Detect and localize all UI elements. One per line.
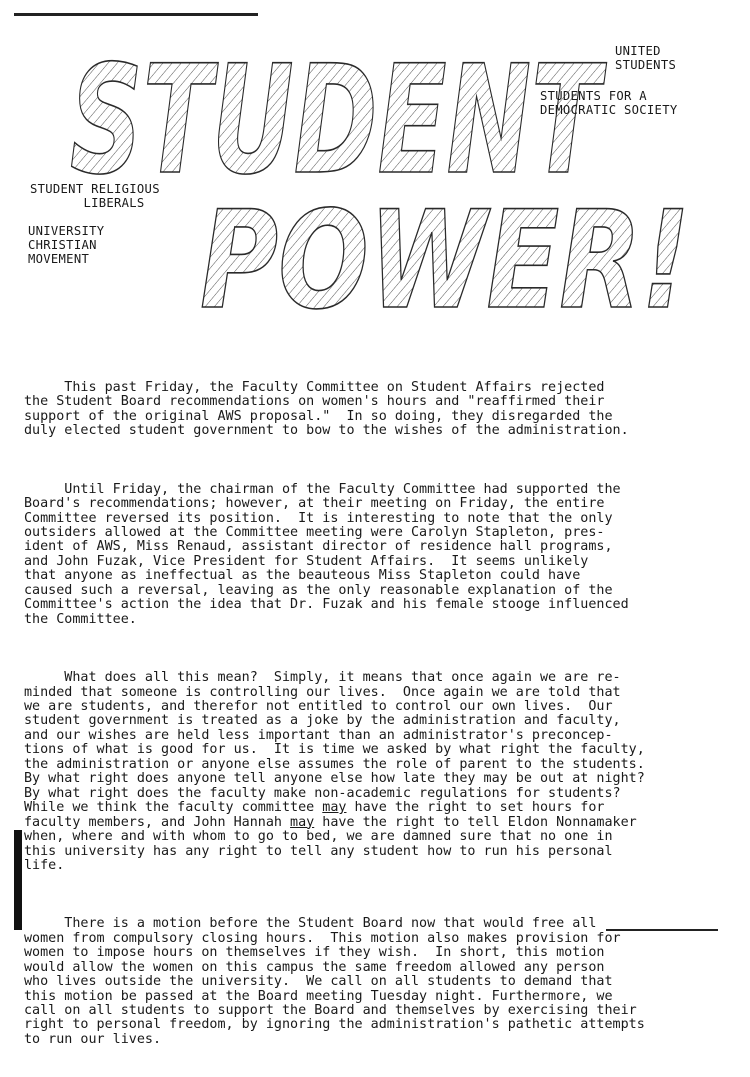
- sponsor-sds: STUDENTS FOR A DEMOCRATIC SOCIETY: [540, 89, 678, 117]
- headline-word-power: POWER!: [200, 182, 690, 322]
- paragraph-3-part-c: have the right to tell Eldon Nonnamaker when, where and with whom to go to bed, we are damned sure that no one in this university has any right to tell any student how to run his personal life.: [24, 814, 637, 873]
- underlined-may-1: may: [322, 800, 347, 816]
- paragraph-3-part-b: have the right to set hours for faculty members, and John Hannah: [24, 800, 605, 830]
- sponsor-student-religious-liberals: STUDENT RELIGIOUS LIBERALS: [30, 182, 160, 210]
- paragraph-4: There is a motion before the Student Board now that would free all women from compulsory closing hours. This motion also makes provision for women to impose hours on themselves if they wish. In short, this motion would allow the women on this campus the same freedom allowed any person who lives outside the university. We call on all students to demand that this motion be passed at the Board meeting Tuesday night. Furthermore, we call on all students to support the Board and themselves by exercising their right to personal freedom, by ignoring the administration's pathetic attempts to run our lives.: [24, 916, 645, 1047]
- left-margin-bar: [14, 830, 22, 930]
- sponsor-university-christian-movement: UNIVERSITY CHRISTIAN MOVEMENT: [28, 224, 105, 266]
- top-rule: [14, 13, 258, 16]
- sponsor-united-students: UNITED STUDENTS: [615, 44, 677, 72]
- paragraph-3-part-a: What does all this mean? Simply, it means that once again we are re- minded that someone is controlling our lives. Once again we are told that we are students, and therefor not entitled to control our own lives. Our student government is treated as a joke by the administration and faculty, and our wishes are held less important than an administrator's preconcep- tions of what is good for us. It is time we asked by what right the faculty, the administration or anyone else assumes the role of parent to the students. By what right does anyone tell anyone else how late they may be out at night? By what right does the faculty make non-academic regulations for students? While we think the faculty committee: [24, 670, 645, 816]
- paragraph-2: Until Friday, the chairman of the Faculty Committee had supported the Board's recommendations; however, at their meeting on Friday, the entire Committee reversed its position. It is interesting to note that the only outsiders allowed at the Committee meeting were Carolyn Stapleton, pres- ident of AWS, Miss Renaud, assistant director of residence hall programs, and John Fuzak, Vice President for Student Affairs. It seems unlikely that anyone as ineffectual as the beauteous Miss Stapleton could have caused such a reversal, leaving as the only reasonable explanation of the Committee's action the idea that Dr. Fuzak and his female stooge influenced the Committee.: [24, 481, 629, 627]
- underlined-may-2: may: [290, 814, 315, 830]
- paragraph-1: This past Friday, the Faculty Committee on Student Affairs rejected the Student Board recommendations on women's hours and "reaffirmed their support of the original AWS proposal." In so doing, they disregarded the duly elected student government to bow to the wishes of the administration.: [24, 379, 629, 439]
- paragraph-3: [24, 671, 714, 873]
- headline-word-student: STUDENT: [70, 34, 608, 208]
- article-body: [24, 352, 714, 1077]
